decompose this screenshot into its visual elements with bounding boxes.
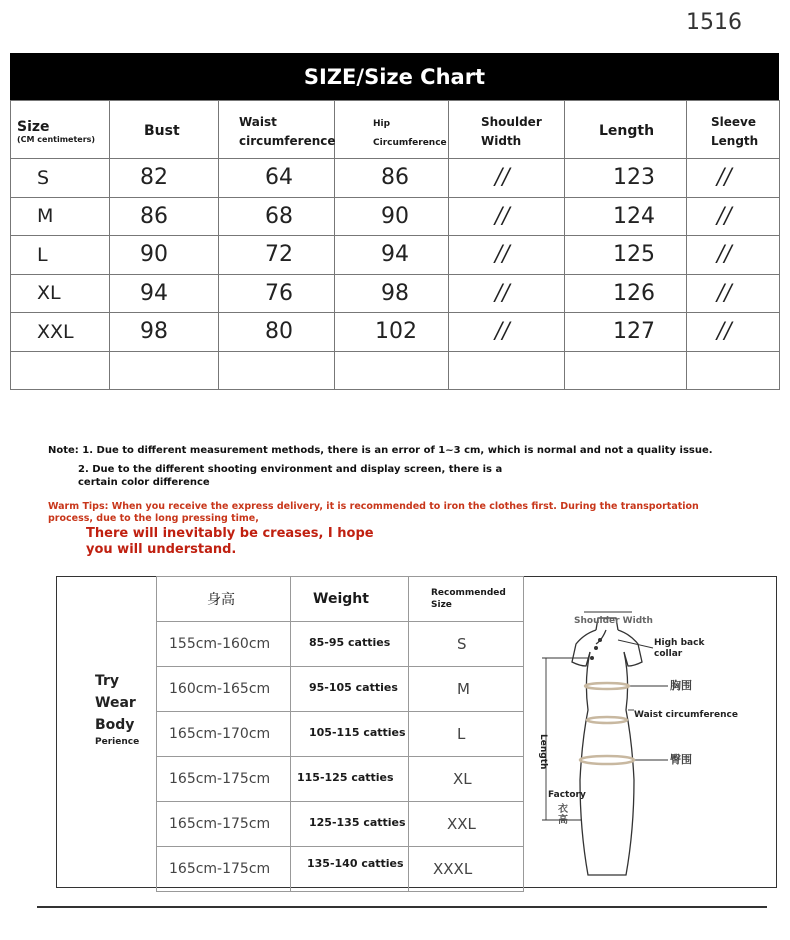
table-row (11, 159, 780, 198)
cell-hip: 98 (335, 274, 449, 313)
size-chart-header-row (11, 101, 780, 159)
cell-bust: 90 (110, 236, 219, 275)
cell-waist: 76 (219, 274, 335, 313)
cell-sleeve: // (687, 313, 780, 352)
label-waist: Waist circumference (634, 710, 738, 720)
size-chart-title: SIZE/Size Chart (10, 53, 779, 100)
cell-hip: 90 (335, 197, 449, 236)
table-row (11, 274, 780, 313)
header-size: Size (CM centimeters) (11, 101, 110, 159)
try-wear-label: Try Wear Body Perience (95, 673, 140, 747)
cell-weight: 85-95 catties (291, 622, 409, 667)
cell-length: 124 (565, 197, 687, 236)
cell-bust: 86 (110, 197, 219, 236)
product-code: 1516 (686, 10, 742, 35)
table-row (157, 667, 524, 712)
cell-bust: 94 (110, 274, 219, 313)
table-row (157, 802, 524, 847)
cell-height: 160cm-165cm (157, 667, 291, 712)
cell-weight: 115-125 catties (291, 757, 409, 802)
cell-size: M (11, 197, 110, 236)
header-hip: Hip Circumference (335, 101, 449, 159)
cell-size: XL (11, 274, 110, 313)
table-row (157, 712, 524, 757)
label-factory: Factory (548, 790, 586, 800)
cell-hip: 102 (335, 313, 449, 352)
cell-size: XXL (409, 802, 524, 847)
recommended-header-row (157, 577, 524, 622)
bottom-divider (37, 906, 767, 908)
qipao-dress-icon (528, 600, 778, 885)
cell-hip: 94 (335, 236, 449, 275)
cell-waist: 68 (219, 197, 335, 236)
cell-length: 127 (565, 313, 687, 352)
cell-size: M (409, 667, 524, 712)
cell-waist: 72 (219, 236, 335, 275)
cell-weight: 95-105 catties (291, 667, 409, 712)
table-row (157, 847, 524, 892)
header-weight: Weight (291, 577, 409, 622)
cell-sleeve: // (687, 159, 780, 198)
cell-weight: 105-115 catties (291, 712, 409, 757)
cell-sleeve: // (687, 236, 780, 275)
cell-size: L (409, 712, 524, 757)
cell-waist: 80 (219, 313, 335, 352)
cell-shoulder: // (449, 197, 565, 236)
size-chart-table (10, 100, 780, 390)
cell-height: 165cm-175cm (157, 802, 291, 847)
cell-waist: 64 (219, 159, 335, 198)
label-bust: 胸围 (670, 679, 692, 692)
cell-size: XXL (11, 313, 110, 352)
table-row (157, 757, 524, 802)
cell-size: XL (409, 757, 524, 802)
dress-diagram (528, 600, 778, 885)
empty-row (11, 351, 780, 390)
header-length: Length (565, 101, 687, 159)
cell-bust: 98 (110, 313, 219, 352)
cell-height: 155cm-160cm (157, 622, 291, 667)
cell-bust: 82 (110, 159, 219, 198)
cell-height: 165cm-175cm (157, 847, 291, 892)
cell-sleeve: // (687, 197, 780, 236)
cell-length: 123 (565, 159, 687, 198)
table-row (11, 313, 780, 352)
header-bust: Bust (110, 101, 219, 159)
cell-size: XXXL (409, 847, 524, 892)
cell-weight: 135-140 catties (291, 847, 409, 892)
table-row (157, 622, 524, 667)
header-height: 身高 (157, 577, 291, 622)
cell-length: 125 (565, 236, 687, 275)
warm-tip: Warm Tips: When you receive the express delivery, it is recommended to iron the clothes first. During the transportation process, due to the long pressing time, (48, 501, 699, 524)
cell-size: S (409, 622, 524, 667)
label-high-back-collar: High back collar (654, 638, 705, 659)
header-shoulder: Shoulder Width (449, 101, 565, 159)
cell-sleeve: // (687, 274, 780, 313)
cell-weight: 125-135 catties (291, 802, 409, 847)
cell-size: L (11, 236, 110, 275)
cell-shoulder: // (449, 159, 565, 198)
label-length: Length (538, 734, 548, 770)
label-height-cn: 衣高 (558, 804, 568, 826)
header-sleeve: Sleeve Length (687, 101, 780, 159)
cell-size: S (11, 159, 110, 198)
cell-length: 126 (565, 274, 687, 313)
cell-hip: 86 (335, 159, 449, 198)
table-row (11, 197, 780, 236)
cell-shoulder: // (449, 313, 565, 352)
cell-shoulder: // (449, 236, 565, 275)
recommended-size-table (156, 576, 524, 892)
label-hip: 臀围 (670, 753, 692, 766)
cell-height: 165cm-175cm (157, 757, 291, 802)
cell-shoulder: // (449, 274, 565, 313)
note-2-continued: certain color difference (78, 477, 210, 488)
warm-tip-emphasis: There will inevitably be creases, I hope you will understand. (86, 526, 374, 557)
label-shoulder-width: Shoulder Width (574, 616, 653, 626)
table-row (11, 236, 780, 275)
note-1: Note: 1. Due to different measurement methods, there is an error of 1~3 cm, which is normal and not a quality issue. (48, 445, 713, 456)
header-recommended-size: Recommended Size (409, 577, 524, 622)
note-2: 2. Due to the different shooting environment and display screen, there is a (78, 464, 503, 475)
cell-height: 165cm-170cm (157, 712, 291, 757)
header-waist: Waist circumference (219, 101, 335, 159)
